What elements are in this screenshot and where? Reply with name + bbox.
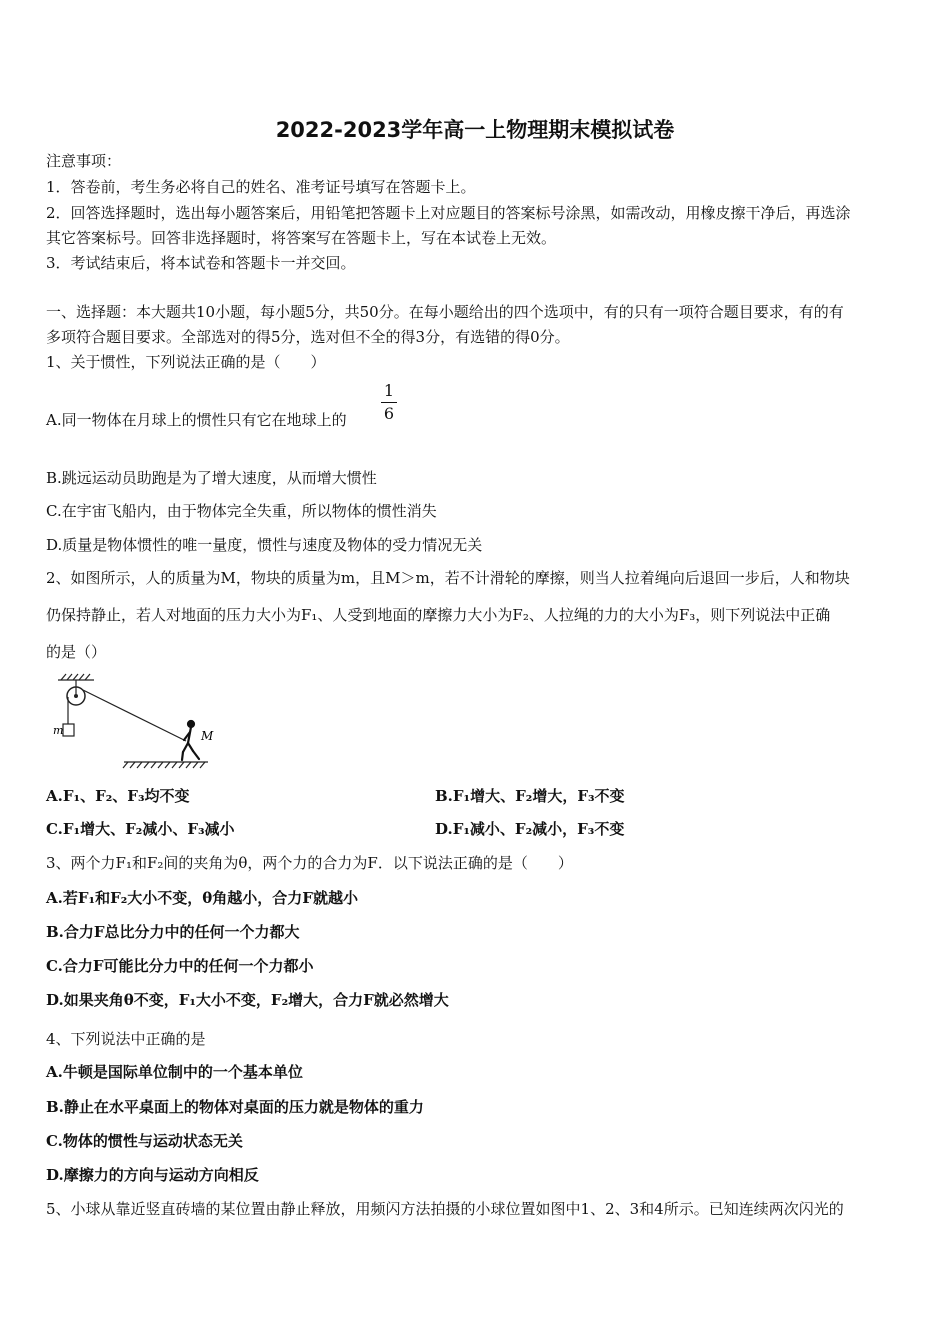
pulley-axle <box>74 694 78 698</box>
block-m <box>63 724 74 736</box>
q3-stem: 3、两个力F₁和F₂间的夹角为θ，两个力的合力为F．以下说法正确的是（ ） <box>46 854 573 872</box>
q2-stem-line-1: 2、如图所示，人的质量为M，物块的质量为m，且M＞m，若不计滑轮的摩擦，则当人拉着绳向后退回一步后，人和物块 <box>46 569 850 587</box>
q1-option-b: B.跳远运动员助跑是为了增大速度，从而增大惯性 <box>46 469 377 487</box>
q3-option-b: B.合力F总比分力中的任何一个力都大 <box>46 923 300 941</box>
q5-stem-line-1: 5、小球从靠近竖直砖墙的某位置由静止释放，用频闪方法拍摄的小球位置如图中1、2、3和4所示。已知连续两次闪光的 <box>46 1200 844 1218</box>
q2-option-d: D.F₁减小、F₂减小，F₃不变 <box>435 820 625 838</box>
q1-stem: 1、关于惯性，下列说法正确的是（ ） <box>46 353 326 371</box>
q2-stem-line-3: 的是（） <box>46 643 107 661</box>
notice-item-2-line-2: 其它答案标号。回答非选择题时，将答案写在答题卡上，写在本试卷上无效。 <box>46 229 557 247</box>
notice-item-1: 1．答卷前，考生务必将自己的姓名、准考证号填写在答题卡上。 <box>46 178 476 196</box>
fraction-denominator: 6 <box>383 404 395 423</box>
ceiling-support <box>58 674 94 694</box>
q3-option-c: C.合力F可能比分力中的任何一个力都小 <box>46 957 314 975</box>
label-m: m <box>53 724 64 737</box>
q3-option-a: A.若F₁和F₂大小不变，θ角越小，合力F就越小 <box>46 889 358 907</box>
page-title: 2022-2023学年高一上物理期末模拟试卷 <box>275 118 675 142</box>
q4-option-c: C.物体的惯性与运动状态无关 <box>46 1132 243 1150</box>
q2-option-c: C.F₁增大、F₂减小、F₃减小 <box>46 820 235 838</box>
fraction-bar <box>381 402 397 403</box>
section-1-intro-line-1: 一、选择题：本大题共10小题，每小题5分，共50分。在每小题给出的四个选项中，有的只有一项符合题目要求，有的有 <box>46 303 844 321</box>
pulling-rope <box>83 690 186 741</box>
label-M: M <box>201 729 214 743</box>
ground <box>123 762 208 768</box>
q3-option-d: D.如果夹角θ不变，F₁大小不变，F₂增大，合力F就必然增大 <box>46 991 449 1009</box>
q4-option-b: B.静止在水平桌面上的物体对桌面的压力就是物体的重力 <box>46 1098 424 1116</box>
notice-item-3: 3．考试结束后，将本试卷和答题卡一并交回。 <box>46 254 356 272</box>
person-figure <box>182 721 199 760</box>
q2-stem-line-2: 仍保持静止，若人对地面的压力大小为F₁、人受到地面的摩擦力大小为F₂、人拉绳的力的大小为F₃，则下列说法中正确 <box>46 606 831 624</box>
q1-option-c: C.在宇宙飞船内，由于物体完全失重，所以物体的惯性消失 <box>46 502 437 520</box>
fraction-numerator: 1 <box>383 381 395 400</box>
pulley-diagram <box>52 672 212 772</box>
q4-option-d: D.摩擦力的方向与运动方向相反 <box>46 1166 259 1184</box>
section-1-intro-line-2: 多项符合题目要求。全部选对的得5分，选对但不全的得3分，有选错的得0分。 <box>46 328 570 346</box>
q1-option-a: A.同一物体在月球上的惯性只有它在地球上的 <box>46 411 347 429</box>
q2-option-a: A.F₁、F₂、F₃均不变 <box>46 787 190 805</box>
notice-item-2-line-1: 2．回答选择题时，选出每小题答案后，用铅笔把答题卡上对应题目的答案标号涂黑，如需改动，用橡皮擦干净后，再选涂 <box>46 204 851 222</box>
q2-option-b: B.F₁增大、F₂增大，F₃不变 <box>435 787 625 805</box>
notice-heading: 注意事项： <box>46 152 122 170</box>
q1-option-d: D.质量是物体惯性的唯一量度，惯性与速度及物体的受力情况无关 <box>46 536 483 554</box>
q4-stem: 4、下列说法中正确的是 <box>46 1030 206 1048</box>
q1-fraction <box>381 381 397 424</box>
q4-option-a: A.牛顿是国际单位制中的一个基本单位 <box>46 1063 303 1081</box>
